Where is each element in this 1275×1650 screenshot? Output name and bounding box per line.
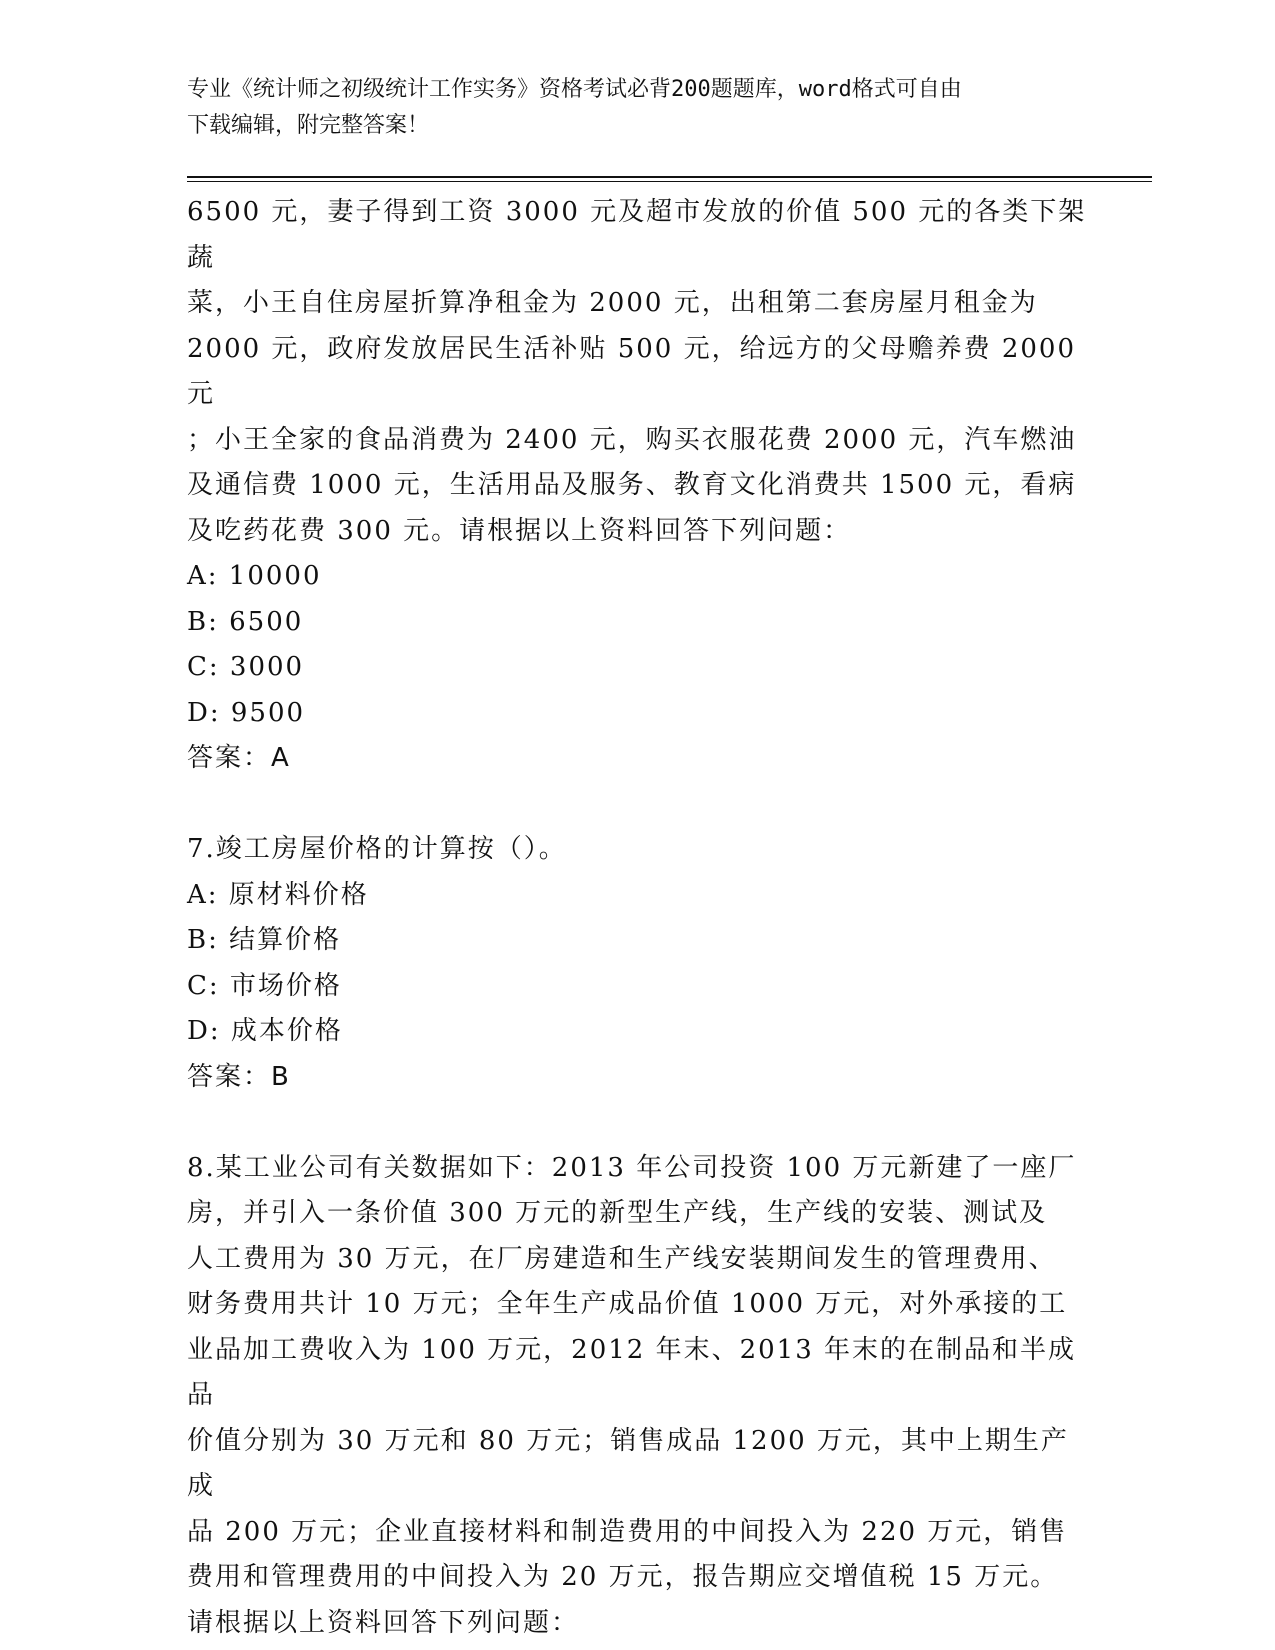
- question-6-answer: 答案：A: [187, 743, 291, 773]
- question-8: [187, 1146, 1087, 1647]
- question-8-line: 请根据以上资料回答下列问题：: [187, 1607, 580, 1638]
- question-6-line: 菜，小王自住房屋折算净租金为 2000 元，出租第二套房屋月租金为: [187, 288, 1038, 318]
- spacer: [187, 1100, 1087, 1146]
- question-6-option-b: B: 6500: [187, 606, 304, 637]
- question-7-option-a: A: 原材料价格: [187, 879, 369, 910]
- question-7: [187, 827, 1087, 1100]
- header-line-1: 专业《统计师之初级统计工作实务》资格考试必背200题题库，word格式可自由: [187, 77, 962, 102]
- question-8-line: 房，并引入一条价值 300 万元的新型生产线，生产线的安装、测试及: [187, 1198, 1048, 1228]
- question-8-line: 人工费用为 30 万元，在厂房建造和生产线安装期间发生的管理费用、: [187, 1243, 1057, 1274]
- question-6-line: ；小王全家的食品消费为 2400 元，购买衣服花费 2000 元，汽车燃油: [187, 424, 1077, 455]
- question-8-line: 8.某工业公司有关数据如下：2013 年公司投资 100 万元新建了一座厂: [187, 1152, 1077, 1183]
- question-7-option-c: C: 市场价格: [187, 970, 342, 1001]
- document-body: [187, 190, 1087, 1646]
- document-header: [187, 72, 1087, 144]
- question-7-option-b: B: 结算价格: [187, 925, 342, 955]
- question-6-line: 及吃药花费 300 元。请根据以上资料回答下列问题：: [187, 515, 852, 546]
- question-7-answer: 答案：B: [187, 1061, 291, 1092]
- question-6-option-c: C: 3000: [187, 652, 305, 682]
- spacer: [187, 782, 1087, 828]
- question-7-text: 7.竣工房屋价格的计算按（）。: [187, 834, 567, 864]
- question-6-option-a: A: 10000: [187, 561, 322, 591]
- question-6-line: 及通信费 1000 元，生活用品及服务、教育文化消费共 1500 元，看病: [187, 470, 1077, 500]
- question-8-line: 费用和管理费用的中间投入为 20 万元，报告期应交增值税 15 万元。: [187, 1562, 1059, 1592]
- question-8-line: 财务费用共计 10 万元；全年生产成品价值 1000 万元，对外承接的工: [187, 1289, 1068, 1319]
- question-6: [187, 190, 1087, 782]
- question-6-option-d: D: 9500: [187, 697, 306, 728]
- question-6-line: 6500 元，妻子得到工资 3000 元及超市发放的价值 500 元的各类下架蔬: [187, 197, 1087, 273]
- question-8-line: 品 200 万元；企业直接材料和制造费用的中间投入为 220 万元，销售: [187, 1516, 1068, 1547]
- question-6-line: 2000 元，政府发放居民生活补贴 500 元，给远方的父母赡养费 2000 元: [187, 333, 1077, 409]
- header-line-2: 下载编辑，附完整答案！: [187, 113, 430, 138]
- header-rule-thick: [187, 176, 1152, 178]
- question-7-option-d: D: 成本价格: [187, 1016, 343, 1046]
- header-rule-thin: [187, 181, 1152, 182]
- question-8-line: 价值分别为 30 万元和 80 万元；销售成品 1200 万元，其中上期生产成: [187, 1425, 1069, 1501]
- question-8-line: 业品加工费收入为 100 万元，2012 年末、2013 年末的在制品和半成品: [187, 1334, 1077, 1410]
